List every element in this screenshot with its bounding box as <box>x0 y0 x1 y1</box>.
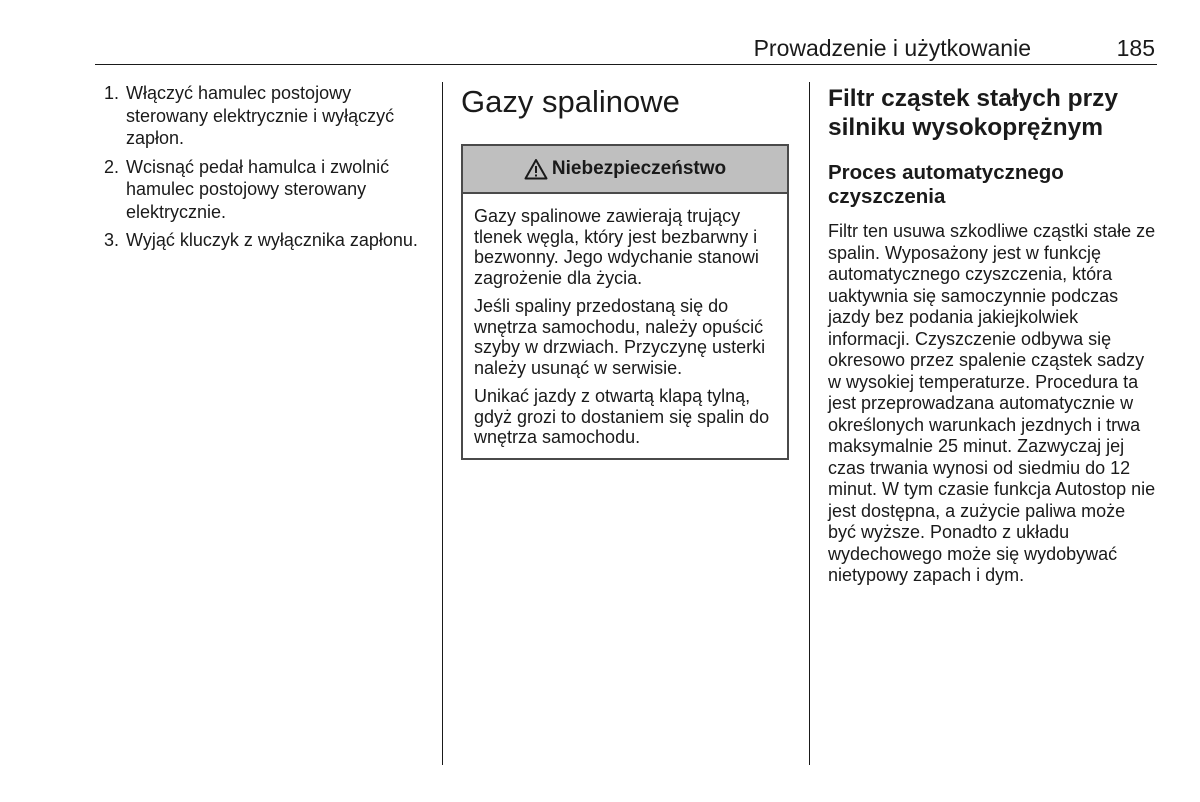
list-item <box>98 156 426 224</box>
section-heading: Gazy spalinowe <box>461 84 680 119</box>
step-number: 2. <box>104 156 120 177</box>
warning-triangle-icon <box>524 158 548 180</box>
list-item <box>98 229 426 252</box>
warning-header <box>463 146 787 194</box>
right-column <box>828 82 1158 587</box>
warning-box <box>461 144 789 460</box>
column-divider-1 <box>442 82 443 765</box>
section-heading: Filtr cząstek stałych przy silniku wysokoprężnym <box>828 85 1119 141</box>
steps-list <box>98 82 426 252</box>
step-text: Wyjąć kluczyk z wyłącznika zapłonu. <box>126 230 418 250</box>
page-number: 185 <box>1116 35 1155 61</box>
warning-paragraph: Jeśli spaliny przedostaną się do wnętrza samochodu, należy opuścić szyby w drzwiach. Przyczynę usterki należy usunąć w serwisie. <box>474 296 766 378</box>
list-item <box>98 82 426 150</box>
page-header <box>95 34 1157 65</box>
section-title: Prowadzenie i użytkowanie <box>753 35 1031 61</box>
step-text: Wcisnąć pedał hamulca i zwolnić hamulec postojowy sterowany elektrycznie. <box>126 156 390 222</box>
warning-body <box>463 194 787 458</box>
step-number: 1. <box>104 83 120 103</box>
step-number: 3. <box>104 230 120 250</box>
warning-title: Niebezpieczeństwo <box>551 158 727 179</box>
subsection-heading: Proces automatycznego czyszczenia <box>828 161 1064 208</box>
body-paragraph: Filtr ten usuwa szkodliwe cząstki stałe ze spalin. Wyposażony jest w funkcję automatycznego czyszczenia, która uaktywnia się samoczynnie podczas jazdy bez podania jakiejkolwiek informacji. Czyszczenie odbywa się okresowo przez spalenie cząstek sadzy w wysokiej temperaturze. Procedura ta jest przeprowadzana automatycznie w określonych warunkach jezdnych i trwa maksymalnie 25 minut. Zazwyczaj jej czas trwania wynosi od siedmiu do 12 minut. W tym czasie funkcja Autostop nie jest dostępna, a zużycie paliwa może być wyższe. Ponadto z układu wydechowego może się wydobywać nietypowy zapach i dym. <box>828 221 1156 585</box>
left-column <box>98 82 426 258</box>
middle-column <box>461 82 789 460</box>
warning-paragraph: Gazy spalinowe zawierają trujący tlenek węgla, który jest bezbarwny i bezwonny. Jego wdychanie stanowi zagrożenie dla życia. <box>474 206 759 288</box>
step-text: Włączyć hamulec postojowy sterowany elektrycznie i wyłączyć zapłon. <box>126 83 395 148</box>
column-divider-2 <box>809 82 810 765</box>
warning-paragraph: Unikać jazdy z otwartą klapą tylną, gdyż grozi to dostaniem się spalin do wnętrza samochodu. <box>474 386 770 447</box>
